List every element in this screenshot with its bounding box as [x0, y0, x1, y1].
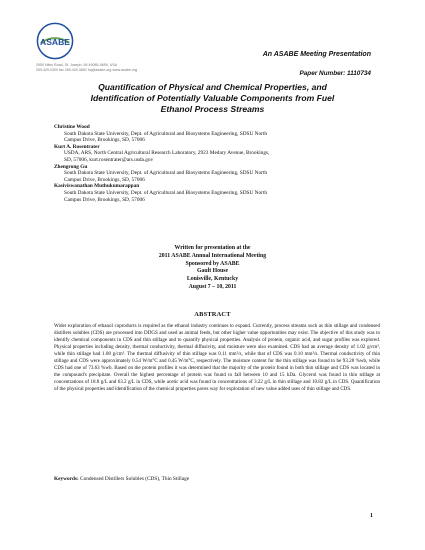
meeting-dates: August 7 – 10, 2011	[188, 283, 237, 290]
author-block	[54, 124, 384, 144]
presentation-info	[0, 245, 425, 292]
venue: Gault House	[196, 268, 229, 275]
keywords-text: Condensed Distillers Solubles (CDS), Thin Stillage	[78, 476, 190, 482]
author-affiliation: USDA, ARS, North Central Agricultural Research Laboratory, 2923 Medary Avenue, Brookings,	[64, 150, 270, 157]
abstract-body: Wider exploration of ethanol coproducts is required as the ethanol industry continues to expand. Currently, process streams such as thin stillage and condensed distillers solubles (CDS) are processed into DDGS and used as animal feeds, but other higher value opportunities may exist. The objective of this study was to identify chemical components in CDS and thin stillage and to quantify physical properties. Analysis of protein, organic acid, and sugar profiles was explored. Physical properties including density, thermal conductivity, thermal diffusivity, and moisture were also examined. CDS had an average density of 1.02 g/cm³, while thin stillage had 1.08 g/cm³. The thermal diffusivity of thin stillage was 0.11 mm²/s, while that of CDS was 0.10 mm²/s. Thermal conductivity of thin stillage and CDS were approximately 0.54 W/m°C and 0.45 W/m°C, respectively. The moisture content for the thin stillage was found to be 93.28 %wb, while CDS had one of 73.63 %wb. Based on the protein profiles it was determined that the majority of the protein found in both thin stillage and CDS was located in the compound's precipitate. Overall the highest percentage of protein was found to fall between 10 and 15 kDa. Glycerol was found in thin stillage at concentrations of 18.8 g/L and 63.2 g/L in CDS, while acetic acid was found in concentrations of 3.22 g/L in thin stillage and 10.82 g/L in CDS. Quantification of the physical properties and identification of the chemical properties paves way for exploration of new value added uses of thin stillage and CDS.	[54, 323, 380, 393]
author-affiliation: SD, 57006, kurt.rosentrater@ars.usda.gov	[64, 156, 154, 163]
location: Louisville, Kentucky	[186, 276, 239, 283]
author-block	[54, 144, 384, 164]
paper-number: Paper Number: 1110734	[299, 70, 371, 77]
author-affiliation: South Dakota State University, Dept. of Agricultural and Biosystems Engineering, SDSU North	[64, 130, 267, 137]
author-name: Kasiviswanathan Muthukumarappan	[54, 183, 140, 190]
author-affiliation: South Dakota State University, Dept. of Agricultural and Biosystems Engineering, SDSU North	[64, 189, 267, 196]
logo-text: ASABE	[40, 36, 70, 47]
address-line: 2950 Niles Road, St. Joseph, MI 49085-9659, USA	[36, 63, 118, 67]
title-line: Ethanol Process Streams	[160, 104, 265, 114]
author-name: Zhengrong Gu	[54, 163, 88, 170]
title-line: Quantification of Physical and Chemical Properties, and	[98, 82, 327, 92]
meeting-label: An ASABE Meeting Presentation	[262, 51, 371, 58]
author-block	[54, 164, 384, 184]
paper-title	[40, 82, 385, 115]
keywords	[54, 476, 380, 482]
sponsor-line: Sponsored by ASABE	[185, 260, 240, 267]
author-affiliation: Campus Drive, Brookings, SD, 57006	[64, 196, 145, 203]
author-name: Kurt A. Rosentrater	[54, 143, 100, 150]
keywords-label: Keywords:	[54, 476, 79, 482]
author-affiliation: Campus Drive, Brookings, SD, 57006	[64, 137, 145, 144]
title-line: Identification of Potentially Valuable Components from Fuel	[90, 93, 335, 103]
author-block	[54, 183, 384, 203]
abstract-heading: ABSTRACT	[194, 311, 231, 318]
page-number: 1	[370, 513, 373, 519]
author-affiliation: South Dakota State University, Dept. of Agricultural and Biosystems Engineering, SDSU North	[64, 170, 267, 177]
asabe-logo	[36, 22, 74, 60]
presentation-line: Written for presentation at the	[174, 245, 251, 251]
author-name: Christine Wood	[54, 124, 90, 130]
contact-line: 269.429.0300 fax 269.429.3852 hq@asabe.org www.asabe.org	[36, 68, 137, 72]
meeting-name: 2011 ASABE Annual International Meeting	[158, 252, 267, 259]
society-address	[36, 63, 156, 73]
author-list	[54, 124, 384, 203]
author-affiliation: Campus Drive, Brookings, SD, 57006	[64, 176, 145, 183]
